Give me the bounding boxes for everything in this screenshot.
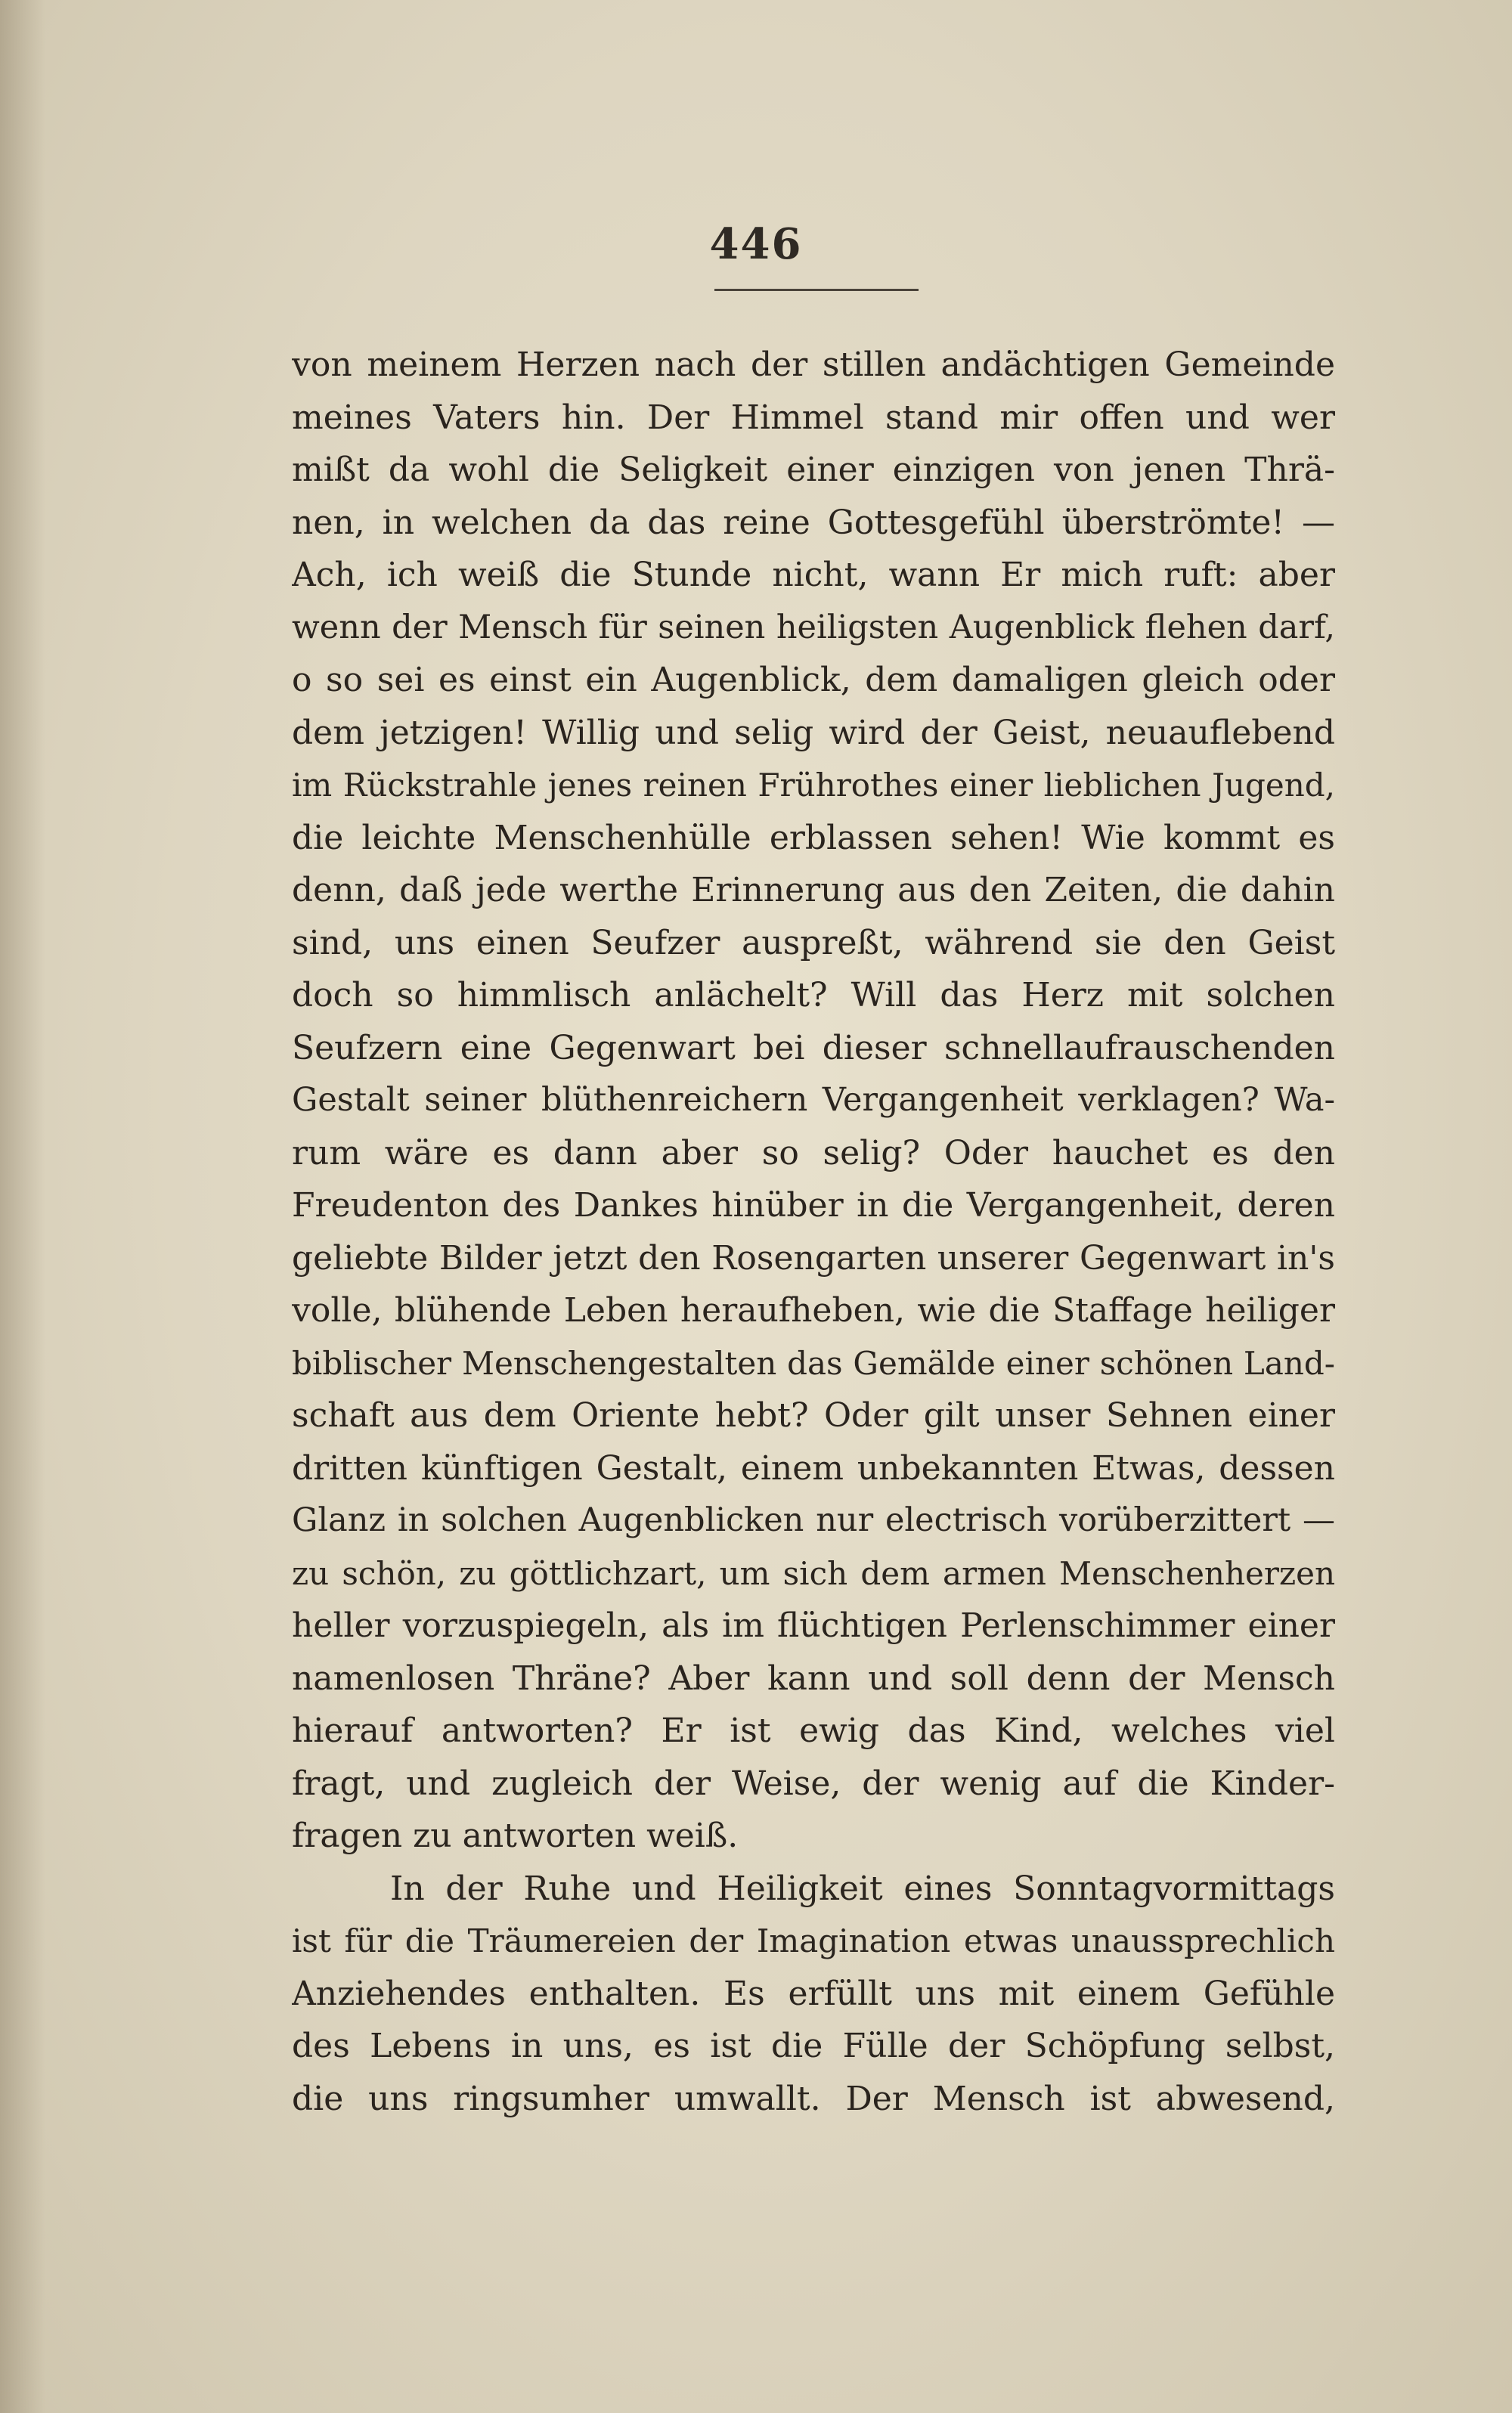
text-line: dem jetzigen! Willig und selig wird der Geist, neuauflebend — [292, 713, 1335, 752]
spine-shadow — [0, 0, 45, 2413]
text-line: die leichte Menschenhülle erblassen sehen! Wie kommt es — [292, 818, 1335, 857]
text-line: zu schön, zu göttlichzart, um sich dem armen Menschenherzen — [292, 1554, 1335, 1592]
text-line: heller vorzuspiegeln, als im flüchtigen Perlenschimmer einer — [292, 1606, 1335, 1645]
text-line: meines Vaters hin. Der Himmel stand mir offen und wer — [292, 398, 1335, 437]
text-line: o so sei es einst ein Augenblick, dem damaligen gleich oder — [292, 661, 1335, 699]
text-line: hierauf antworten? Er ist ewig das Kind, welches viel — [292, 1711, 1335, 1750]
text-line: In der Ruhe und Heiligkeit eines Sonntagvormittags — [390, 1869, 1335, 1908]
text-line: namenlosen Thräne? Aber kann und soll denn der Mensch — [292, 1659, 1335, 1698]
text-line: biblischer Menschengestalten das Gemälde einer schönen Land- — [292, 1344, 1335, 1382]
text-line: von meinem Herzen nach der stillen andächtigen Gemeinde — [292, 345, 1335, 384]
text-line: mißt da wohl die Seligkeit einer einzigen von jenen Thrä- — [292, 451, 1335, 489]
text-line: fragt, und zugleich der Weise, der wenig auf die Kinder- — [292, 1764, 1335, 1803]
text-line: schaft aus dem Oriente hebt? Oder gilt unser Sehnen einer — [292, 1396, 1335, 1435]
text-line: Freudenton des Dankes hinüber in die Vergangenheit, deren — [292, 1186, 1335, 1225]
text-line: Anziehendes enthalten. Es erfüllt uns mit einem Gefühle — [292, 1974, 1335, 2013]
text-line: doch so himmlisch anlächelt? Will das Herz mit solchen — [292, 976, 1335, 1014]
text-line: nen, in welchen da das reine Gottesgefühl überströmte! — — [292, 503, 1335, 542]
text-line: rum wäre es dann aber so selig? Oder hauchet es den — [292, 1133, 1335, 1172]
text-line: Seufzern eine Gegenwart bei dieser schnellaufrauschenden — [292, 1028, 1335, 1067]
text-line: Glanz in solchen Augenblicken nur electrisch vorüberzittert — — [292, 1501, 1335, 1539]
text-line: die uns ringsumher umwallt. Der Mensch ist abwesend, — [292, 2079, 1335, 2118]
text-line: geliebte Bilder jetzt den Rosengarten unserer Gegenwart in's — [292, 1238, 1335, 1278]
text-line: fragen zu antworten weiß. — [292, 1817, 739, 1855]
text-line: im Rückstrahle jenes reinen Frührothes einer lieblichen Jugend, — [292, 767, 1335, 804]
text-line: denn, daß jede werthe Erinnerung aus den Zeiten, die dahin — [292, 871, 1335, 909]
header-rule — [714, 289, 919, 291]
text-line: des Lebens in uns, es ist die Fülle der Schöpfung selbst, — [292, 2027, 1335, 2065]
text-line: dritten künftigen Gestalt, einem unbekannten Etwas, dessen — [292, 1448, 1335, 1488]
text-line: wenn der Mensch für seinen heiligsten Augenblick flehen darf, — [292, 608, 1335, 646]
text-line: Ach, ich weiß die Stunde nicht, wann Er mich ruft: aber — [292, 556, 1335, 594]
text-line: sind, uns einen Seufzer auspreßt, während sie den Geist — [292, 923, 1335, 962]
page-number: 446 — [709, 219, 803, 269]
text-line: volle, blühende Leben heraufheben, wie die Staffage heiliger — [292, 1291, 1335, 1330]
text-line: ist für die Träumereien der Imagination etwas unaussprechlich — [292, 1922, 1335, 1959]
body-text — [292, 339, 1335, 2125]
text-line: Gestalt seiner blüthenreichern Vergangenheit verklagen? Wa- — [292, 1081, 1335, 1119]
